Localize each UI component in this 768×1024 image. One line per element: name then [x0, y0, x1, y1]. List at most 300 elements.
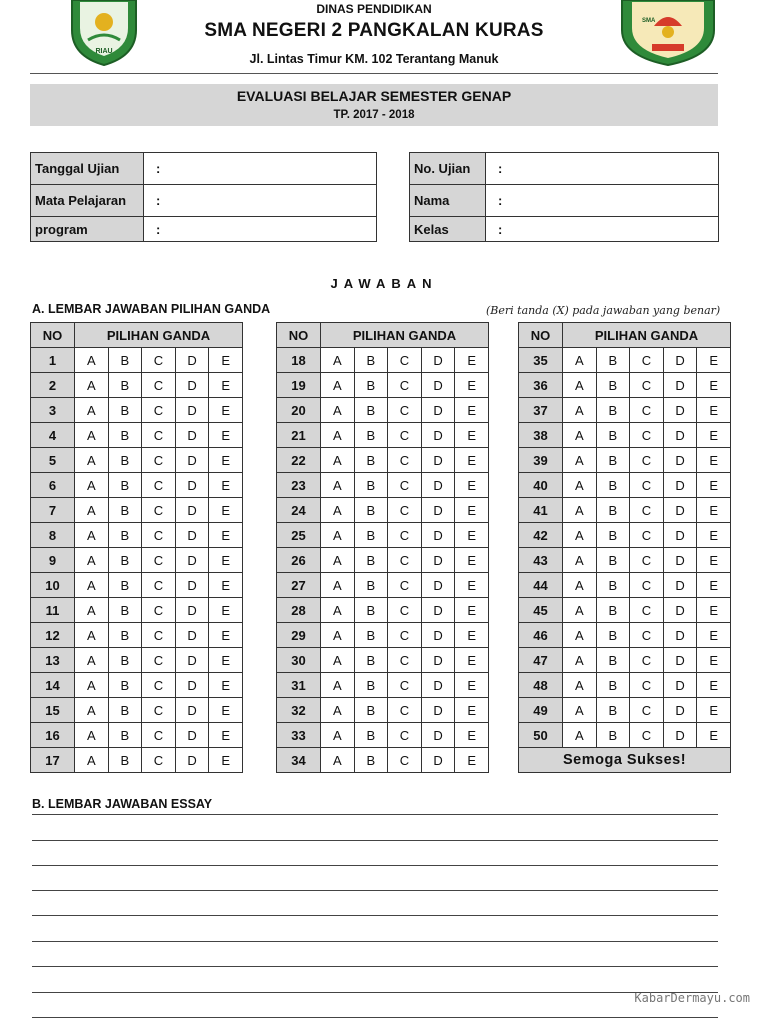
choice-e-cell[interactable]: E: [697, 373, 731, 398]
choice-e-cell[interactable]: E: [209, 598, 243, 623]
essay-answer-line[interactable]: [32, 941, 718, 942]
question-number: 38: [519, 423, 563, 448]
choice-e-cell[interactable]: E: [455, 573, 489, 598]
choice-e-cell[interactable]: E: [697, 673, 731, 698]
choice-a-cell[interactable]: A: [563, 673, 597, 698]
question-number: 11: [31, 598, 75, 623]
choice-d-cell[interactable]: D: [663, 648, 697, 673]
choice-e-cell[interactable]: E: [455, 598, 489, 623]
choice-c-cell[interactable]: C: [142, 698, 176, 723]
question-number: 36: [519, 373, 563, 398]
choice-b-cell[interactable]: B: [596, 623, 630, 648]
choice-a-cell[interactable]: A: [563, 548, 597, 573]
choice-c-cell[interactable]: C: [630, 598, 664, 623]
class-field[interactable]: :: [486, 217, 719, 242]
choice-b-cell[interactable]: B: [108, 598, 142, 623]
choice-a-cell[interactable]: A: [321, 748, 355, 773]
choice-a-cell[interactable]: A: [321, 473, 355, 498]
program-field[interactable]: :: [144, 217, 377, 242]
choice-e-cell[interactable]: E: [455, 673, 489, 698]
choice-c-cell[interactable]: C: [630, 623, 664, 648]
choice-b-cell[interactable]: B: [354, 348, 388, 373]
choice-c-cell[interactable]: C: [388, 748, 422, 773]
choice-a-cell[interactable]: A: [321, 598, 355, 623]
choice-c-cell[interactable]: C: [630, 398, 664, 423]
choice-e-cell[interactable]: E: [697, 448, 731, 473]
choice-a-cell[interactable]: A: [75, 723, 109, 748]
choice-d-cell[interactable]: D: [663, 348, 697, 373]
choice-d-cell[interactable]: D: [421, 348, 455, 373]
choice-d-cell[interactable]: D: [421, 648, 455, 673]
header-divider: [30, 73, 718, 74]
choice-c-cell[interactable]: C: [142, 523, 176, 548]
choice-a-cell[interactable]: A: [563, 498, 597, 523]
choice-e-cell[interactable]: E: [209, 748, 243, 773]
choice-e-cell[interactable]: E: [697, 348, 731, 373]
choice-b-cell[interactable]: B: [354, 673, 388, 698]
choice-a-cell[interactable]: A: [75, 348, 109, 373]
choice-a-cell[interactable]: A: [563, 698, 597, 723]
choice-c-cell[interactable]: C: [630, 573, 664, 598]
choice-a-cell[interactable]: A: [75, 473, 109, 498]
essay-answer-line[interactable]: [32, 865, 718, 866]
choice-b-cell[interactable]: B: [354, 623, 388, 648]
question-number: 35: [519, 348, 563, 373]
choice-b-cell[interactable]: B: [354, 598, 388, 623]
choice-c-cell[interactable]: C: [142, 498, 176, 523]
choice-e-cell[interactable]: E: [697, 548, 731, 573]
choice-d-cell[interactable]: D: [175, 648, 209, 673]
choice-e-cell[interactable]: E: [209, 498, 243, 523]
choice-d-cell[interactable]: D: [421, 548, 455, 573]
choice-b-cell[interactable]: B: [596, 473, 630, 498]
essay-answer-line[interactable]: [32, 1017, 718, 1018]
choice-b-cell[interactable]: B: [108, 548, 142, 573]
choice-d-cell[interactable]: D: [175, 723, 209, 748]
choice-b-cell[interactable]: B: [596, 598, 630, 623]
choice-c-cell[interactable]: C: [388, 473, 422, 498]
choice-d-cell[interactable]: D: [421, 623, 455, 648]
essay-answer-line[interactable]: [32, 814, 718, 815]
choice-b-cell[interactable]: B: [108, 748, 142, 773]
choice-e-cell[interactable]: E: [455, 723, 489, 748]
choice-c-cell[interactable]: C: [630, 523, 664, 548]
choice-a-cell[interactable]: A: [321, 573, 355, 598]
choice-d-cell[interactable]: D: [663, 398, 697, 423]
choice-a-cell[interactable]: A: [75, 548, 109, 573]
choice-e-cell[interactable]: E: [209, 373, 243, 398]
choice-a-cell[interactable]: A: [75, 398, 109, 423]
choice-b-cell[interactable]: B: [354, 498, 388, 523]
choice-b-cell[interactable]: B: [108, 398, 142, 423]
choice-a-cell[interactable]: A: [75, 373, 109, 398]
choice-a-cell[interactable]: A: [75, 673, 109, 698]
choice-c-cell[interactable]: C: [388, 673, 422, 698]
choice-a-cell[interactable]: A: [321, 648, 355, 673]
choice-d-cell[interactable]: D: [663, 423, 697, 448]
exam-number-field[interactable]: :: [486, 153, 719, 185]
choice-d-cell[interactable]: D: [663, 448, 697, 473]
name-field[interactable]: :: [486, 185, 719, 217]
choice-e-cell[interactable]: E: [455, 473, 489, 498]
choice-c-cell[interactable]: C: [142, 623, 176, 648]
choice-d-cell[interactable]: D: [175, 423, 209, 448]
choice-c-cell[interactable]: C: [388, 623, 422, 648]
choice-e-cell[interactable]: E: [209, 473, 243, 498]
choice-c-cell[interactable]: C: [388, 398, 422, 423]
choice-e-cell[interactable]: E: [209, 448, 243, 473]
choice-a-cell[interactable]: A: [321, 548, 355, 573]
choice-a-cell[interactable]: A: [321, 498, 355, 523]
choice-c-cell[interactable]: C: [142, 723, 176, 748]
choice-d-cell[interactable]: D: [421, 598, 455, 623]
section-b-title: B. LEMBAR JAWABAN ESSAY: [32, 797, 213, 811]
choice-d-cell[interactable]: D: [175, 748, 209, 773]
choice-d-cell[interactable]: D: [421, 398, 455, 423]
choice-b-cell[interactable]: B: [354, 423, 388, 448]
choice-e-cell[interactable]: E: [209, 398, 243, 423]
choice-a-cell[interactable]: A: [75, 598, 109, 623]
choice-e-cell[interactable]: E: [455, 423, 489, 448]
choice-e-cell[interactable]: E: [209, 673, 243, 698]
choice-c-cell[interactable]: C: [388, 348, 422, 373]
choice-d-cell[interactable]: D: [663, 698, 697, 723]
choice-d-cell[interactable]: D: [175, 623, 209, 648]
question-number: 37: [519, 398, 563, 423]
choice-b-cell[interactable]: B: [354, 748, 388, 773]
choice-b-cell[interactable]: B: [108, 723, 142, 748]
choice-a-cell[interactable]: A: [321, 723, 355, 748]
choice-d-cell[interactable]: D: [421, 473, 455, 498]
answer-row: [31, 698, 243, 723]
choices-column-header: PILIHAN GANDA: [75, 323, 243, 348]
choice-b-cell[interactable]: B: [108, 623, 142, 648]
choice-e-cell[interactable]: E: [209, 423, 243, 448]
question-number: 7: [31, 498, 75, 523]
choice-c-cell[interactable]: C: [630, 473, 664, 498]
choice-e-cell[interactable]: E: [697, 698, 731, 723]
answer-row: [277, 398, 489, 423]
choice-d-cell[interactable]: D: [175, 673, 209, 698]
answer-row: [519, 623, 731, 648]
choice-d-cell[interactable]: D: [175, 523, 209, 548]
choice-a-cell[interactable]: A: [75, 648, 109, 673]
choice-d-cell[interactable]: D: [421, 523, 455, 548]
choice-e-cell[interactable]: E: [697, 648, 731, 673]
choice-e-cell[interactable]: E: [209, 523, 243, 548]
choice-c-cell[interactable]: C: [630, 648, 664, 673]
choice-b-cell[interactable]: B: [596, 673, 630, 698]
choice-d-cell[interactable]: D: [663, 673, 697, 698]
choice-a-cell[interactable]: A: [563, 598, 597, 623]
choice-d-cell[interactable]: D: [175, 598, 209, 623]
essay-answer-line[interactable]: [32, 890, 718, 891]
choice-a-cell[interactable]: A: [321, 348, 355, 373]
choice-e-cell[interactable]: E: [209, 698, 243, 723]
choice-e-cell[interactable]: E: [697, 398, 731, 423]
choice-b-cell[interactable]: B: [108, 373, 142, 398]
choice-c-cell[interactable]: C: [630, 423, 664, 448]
question-number: 20: [277, 398, 321, 423]
choice-c-cell[interactable]: C: [388, 648, 422, 673]
choice-d-cell[interactable]: D: [175, 498, 209, 523]
choice-e-cell[interactable]: E: [455, 448, 489, 473]
choice-a-cell[interactable]: A: [563, 473, 597, 498]
choice-b-cell[interactable]: B: [108, 348, 142, 373]
choice-a-cell[interactable]: A: [75, 498, 109, 523]
choice-d-cell[interactable]: D: [421, 423, 455, 448]
choice-c-cell[interactable]: C: [388, 498, 422, 523]
choice-b-cell[interactable]: B: [596, 573, 630, 598]
choice-c-cell[interactable]: C: [388, 523, 422, 548]
choice-c-cell[interactable]: C: [388, 598, 422, 623]
choice-c-cell[interactable]: C: [388, 698, 422, 723]
choice-a-cell[interactable]: A: [563, 348, 597, 373]
choice-e-cell[interactable]: E: [697, 623, 731, 648]
choice-d-cell[interactable]: D: [663, 498, 697, 523]
choice-e-cell[interactable]: E: [455, 498, 489, 523]
question-number: 9: [31, 548, 75, 573]
choice-a-cell[interactable]: A: [563, 573, 597, 598]
choice-d-cell[interactable]: D: [175, 398, 209, 423]
choice-c-cell[interactable]: C: [142, 598, 176, 623]
choice-d-cell[interactable]: D: [175, 473, 209, 498]
choice-e-cell[interactable]: E: [209, 648, 243, 673]
essay-answer-line[interactable]: [32, 966, 718, 967]
choice-b-cell[interactable]: B: [354, 723, 388, 748]
choice-c-cell[interactable]: C: [142, 473, 176, 498]
choice-d-cell[interactable]: D: [663, 373, 697, 398]
choice-a-cell[interactable]: A: [321, 373, 355, 398]
choice-e-cell[interactable]: E: [697, 523, 731, 548]
essay-answer-line[interactable]: [32, 992, 718, 993]
choice-c-cell[interactable]: C: [142, 448, 176, 473]
choice-a-cell[interactable]: A: [563, 623, 597, 648]
choice-c-cell[interactable]: C: [630, 373, 664, 398]
choice-c-cell[interactable]: C: [388, 448, 422, 473]
choice-b-cell[interactable]: B: [108, 648, 142, 673]
choices-column-header: PILIHAN GANDA: [321, 323, 489, 348]
no-column-header: NO: [519, 323, 563, 348]
choice-c-cell[interactable]: C: [142, 748, 176, 773]
choice-d-cell[interactable]: D: [421, 748, 455, 773]
choice-a-cell[interactable]: A: [321, 623, 355, 648]
choice-e-cell[interactable]: E: [455, 648, 489, 673]
choice-e-cell[interactable]: E: [697, 723, 731, 748]
choice-a-cell[interactable]: A: [321, 698, 355, 723]
choice-d-cell[interactable]: D: [663, 523, 697, 548]
answer-table-3: [518, 322, 731, 773]
choice-a-cell[interactable]: A: [563, 648, 597, 673]
choice-b-cell[interactable]: B: [354, 373, 388, 398]
answer-row: [277, 523, 489, 548]
question-number: 27: [277, 573, 321, 598]
choice-e-cell[interactable]: E: [209, 573, 243, 598]
choice-b-cell[interactable]: B: [108, 698, 142, 723]
choice-b-cell[interactable]: B: [596, 398, 630, 423]
choice-b-cell[interactable]: B: [108, 448, 142, 473]
choice-d-cell[interactable]: D: [175, 573, 209, 598]
choice-c-cell[interactable]: C: [388, 723, 422, 748]
answer-row: [277, 573, 489, 598]
choice-a-cell[interactable]: A: [321, 523, 355, 548]
choice-b-cell[interactable]: B: [596, 448, 630, 473]
essay-answer-line[interactable]: [32, 840, 718, 841]
choice-b-cell[interactable]: B: [108, 673, 142, 698]
exam-number-label: No. Ujian: [410, 153, 486, 185]
choice-e-cell[interactable]: E: [697, 573, 731, 598]
choice-b-cell[interactable]: B: [596, 373, 630, 398]
choice-a-cell[interactable]: A: [321, 448, 355, 473]
info-row-exam-date: [31, 153, 377, 185]
choice-e-cell[interactable]: E: [697, 423, 731, 448]
question-number: 5: [31, 448, 75, 473]
choice-e-cell[interactable]: E: [455, 373, 489, 398]
choice-e-cell[interactable]: E: [455, 348, 489, 373]
choice-b-cell[interactable]: B: [596, 648, 630, 673]
choice-a-cell[interactable]: A: [563, 423, 597, 448]
question-number: 17: [31, 748, 75, 773]
choice-d-cell[interactable]: D: [421, 698, 455, 723]
choice-a-cell[interactable]: A: [321, 398, 355, 423]
choice-e-cell[interactable]: E: [455, 548, 489, 573]
choice-b-cell[interactable]: B: [596, 523, 630, 548]
choice-d-cell[interactable]: D: [421, 373, 455, 398]
choice-c-cell[interactable]: C: [388, 373, 422, 398]
choice-b-cell[interactable]: B: [354, 448, 388, 473]
choice-a-cell[interactable]: A: [563, 448, 597, 473]
choice-d-cell[interactable]: D: [175, 373, 209, 398]
choice-c-cell[interactable]: C: [388, 548, 422, 573]
choice-e-cell[interactable]: E: [697, 598, 731, 623]
choice-e-cell[interactable]: E: [209, 623, 243, 648]
choice-c-cell[interactable]: C: [388, 573, 422, 598]
choice-c-cell[interactable]: C: [142, 648, 176, 673]
exam-date-field[interactable]: :: [144, 153, 377, 185]
choice-e-cell[interactable]: E: [209, 723, 243, 748]
choice-c-cell[interactable]: C: [142, 423, 176, 448]
choice-a-cell[interactable]: A: [75, 523, 109, 548]
choice-a-cell[interactable]: A: [75, 698, 109, 723]
choice-a-cell[interactable]: A: [321, 423, 355, 448]
choice-c-cell[interactable]: C: [142, 573, 176, 598]
question-number: 29: [277, 623, 321, 648]
choice-b-cell[interactable]: B: [596, 723, 630, 748]
choice-c-cell[interactable]: C: [630, 548, 664, 573]
choice-a-cell[interactable]: A: [75, 573, 109, 598]
choice-d-cell[interactable]: D: [175, 698, 209, 723]
choice-b-cell[interactable]: B: [108, 523, 142, 548]
choice-b-cell[interactable]: B: [354, 573, 388, 598]
choice-b-cell[interactable]: B: [596, 348, 630, 373]
choice-a-cell[interactable]: A: [563, 723, 597, 748]
choice-b-cell[interactable]: B: [108, 498, 142, 523]
choice-c-cell[interactable]: C: [630, 698, 664, 723]
choice-d-cell[interactable]: D: [421, 673, 455, 698]
choice-b-cell[interactable]: B: [108, 473, 142, 498]
choice-e-cell[interactable]: E: [455, 523, 489, 548]
choice-c-cell[interactable]: C: [142, 673, 176, 698]
choice-c-cell[interactable]: C: [630, 348, 664, 373]
choice-b-cell[interactable]: B: [354, 648, 388, 673]
choice-a-cell[interactable]: A: [75, 448, 109, 473]
choice-e-cell[interactable]: E: [455, 623, 489, 648]
choice-a-cell[interactable]: A: [75, 748, 109, 773]
choice-d-cell[interactable]: D: [175, 548, 209, 573]
question-number: 49: [519, 698, 563, 723]
choice-c-cell[interactable]: C: [630, 448, 664, 473]
question-number: 40: [519, 473, 563, 498]
choice-d-cell[interactable]: D: [663, 598, 697, 623]
info-row-exam-number: [410, 153, 719, 185]
choice-d-cell[interactable]: D: [421, 498, 455, 523]
watermark: KabarDermayu.com: [634, 991, 750, 1005]
choice-d-cell[interactable]: D: [421, 448, 455, 473]
subject-field[interactable]: :: [144, 185, 377, 217]
choice-c-cell[interactable]: C: [142, 548, 176, 573]
choice-c-cell[interactable]: C: [630, 673, 664, 698]
choice-e-cell[interactable]: E: [697, 473, 731, 498]
choice-a-cell[interactable]: A: [75, 623, 109, 648]
choice-a-cell[interactable]: A: [563, 398, 597, 423]
choice-a-cell[interactable]: A: [321, 673, 355, 698]
essay-answer-line[interactable]: [32, 915, 718, 916]
choice-c-cell[interactable]: C: [142, 348, 176, 373]
choice-e-cell[interactable]: E: [209, 348, 243, 373]
choice-d-cell[interactable]: D: [663, 473, 697, 498]
answer-row: [277, 698, 489, 723]
choice-c-cell[interactable]: C: [142, 373, 176, 398]
choice-c-cell[interactable]: C: [142, 398, 176, 423]
choice-b-cell[interactable]: B: [354, 523, 388, 548]
choice-e-cell[interactable]: E: [209, 548, 243, 573]
choice-c-cell[interactable]: C: [388, 423, 422, 448]
choice-b-cell[interactable]: B: [596, 498, 630, 523]
choice-e-cell[interactable]: E: [455, 748, 489, 773]
choice-c-cell[interactable]: C: [630, 723, 664, 748]
choice-d-cell[interactable]: D: [663, 548, 697, 573]
choice-b-cell[interactable]: B: [108, 573, 142, 598]
choice-d-cell[interactable]: D: [663, 723, 697, 748]
choice-a-cell[interactable]: A: [563, 373, 597, 398]
choice-e-cell[interactable]: E: [455, 698, 489, 723]
choice-d-cell[interactable]: D: [663, 623, 697, 648]
choice-b-cell[interactable]: B: [354, 473, 388, 498]
choice-e-cell[interactable]: E: [455, 398, 489, 423]
choice-d-cell[interactable]: D: [421, 723, 455, 748]
choice-c-cell[interactable]: C: [630, 498, 664, 523]
choice-b-cell[interactable]: B: [596, 698, 630, 723]
answer-row: [277, 373, 489, 398]
left-logo-text: RIAU: [95, 48, 113, 55]
choice-b-cell[interactable]: B: [108, 423, 142, 448]
choice-e-cell[interactable]: E: [697, 498, 731, 523]
question-number: 13: [31, 648, 75, 673]
choice-d-cell[interactable]: D: [175, 348, 209, 373]
choice-a-cell[interactable]: A: [563, 523, 597, 548]
question-number: 26: [277, 548, 321, 573]
choice-b-cell[interactable]: B: [596, 548, 630, 573]
exam-info-table: [30, 152, 377, 242]
choice-d-cell[interactable]: D: [663, 573, 697, 598]
choice-a-cell[interactable]: A: [75, 423, 109, 448]
choice-d-cell[interactable]: D: [421, 573, 455, 598]
choice-d-cell[interactable]: D: [175, 448, 209, 473]
choice-b-cell[interactable]: B: [354, 698, 388, 723]
choice-b-cell[interactable]: B: [354, 548, 388, 573]
choice-b-cell[interactable]: B: [354, 398, 388, 423]
choice-b-cell[interactable]: B: [596, 423, 630, 448]
